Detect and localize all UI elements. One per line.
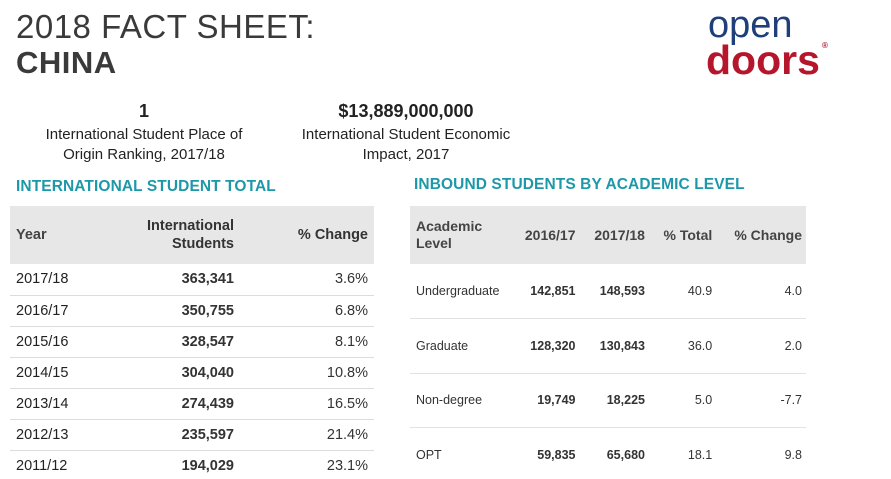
cell-students: 304,040	[120, 357, 240, 388]
table-header-row	[10, 206, 374, 264]
cell-students: 363,341	[120, 264, 240, 295]
cell-pct-total: 18.1	[687, 448, 713, 462]
cell-2016-17: 19,749	[510, 373, 579, 428]
table-row	[410, 428, 806, 479]
table-row	[10, 388, 374, 419]
table-row	[10, 264, 374, 295]
table-row	[10, 450, 374, 479]
col-header-pct-change: % Change	[297, 227, 368, 243]
cell-year: 2011/12	[16, 457, 68, 474]
cell-year: 2013/14	[10, 388, 120, 419]
cell-pct-change: 9.8	[784, 448, 802, 462]
stat-value: $13,889,000,000	[338, 101, 474, 121]
table-row	[410, 264, 806, 319]
economic-impact-stat	[281, 100, 531, 164]
cell-2016-17: 128,320	[510, 319, 579, 374]
student-total-table	[10, 206, 374, 479]
cell-level: Non-degree	[410, 373, 510, 428]
cell-pct-change: -7.7	[716, 373, 806, 428]
fact-sheet-title	[16, 10, 315, 78]
col-header-2017-18: 2017/18	[594, 227, 645, 243]
cell-pct-change: 21.4%	[240, 419, 374, 450]
cell-2016-17: 142,851	[510, 264, 579, 319]
title-line-1: 2018 FACT SHEET:	[16, 8, 316, 45]
table-row	[10, 419, 374, 450]
cell-pct-change: 8.1%	[240, 326, 374, 357]
table-header-row	[410, 206, 806, 264]
col-header-year: Year	[16, 227, 47, 243]
registered-mark: ®	[822, 41, 828, 51]
logo-word-doors-text: doors	[706, 37, 820, 84]
col-header-2016-17: 2016/17	[524, 227, 576, 243]
cell-level: OPT	[416, 448, 442, 462]
cell-pct-change: 10.8%	[240, 357, 374, 388]
cell-pct-change: 3.6%	[240, 264, 374, 295]
cell-pct-change: 4.0	[716, 264, 806, 319]
title-line-2: CHINA	[16, 45, 117, 80]
open-doors-logo	[706, 4, 828, 84]
cell-year: 2017/18	[10, 264, 120, 295]
cell-2017-18: 18,225	[579, 373, 648, 428]
cell-students: 328,547	[120, 326, 240, 357]
cell-2016-17: 59,835	[537, 448, 576, 462]
cell-students: 235,597	[120, 419, 240, 450]
cell-year: 2015/16	[10, 326, 120, 357]
cell-students: 350,755	[120, 295, 240, 326]
cell-2017-18: 148,593	[579, 264, 648, 319]
cell-pct-total: 5.0	[649, 373, 716, 428]
cell-pct-total: 36.0	[649, 319, 716, 374]
table-row	[10, 295, 374, 326]
col-header-academic-level: Academic Level	[416, 217, 483, 251]
cell-2017-18: 130,843	[579, 319, 648, 374]
cell-students: 194,029	[181, 457, 234, 474]
cell-year: 2014/15	[10, 357, 120, 388]
table-row	[410, 373, 806, 428]
stat-label: International Student Place of Origin Ranking, 2017/18	[45, 126, 243, 163]
cell-pct-change: 2.0	[716, 319, 806, 374]
cell-level: Undergraduate	[410, 264, 510, 319]
cell-pct-total: 40.9	[649, 264, 716, 319]
cell-pct-change: 16.5%	[240, 388, 374, 419]
place-of-origin-ranking-stat	[24, 100, 264, 164]
table-row	[10, 326, 374, 357]
cell-year: 2016/17	[10, 295, 120, 326]
cell-year: 2012/13	[10, 419, 120, 450]
cell-pct-change: 6.8%	[240, 295, 374, 326]
cell-pct-change: 23.1%	[326, 457, 368, 474]
cell-students: 274,439	[120, 388, 240, 419]
col-header-pct-change: % Change	[734, 227, 802, 243]
logo-word-doors	[706, 37, 828, 84]
stat-label: International Student Economic Impact, 2017	[301, 126, 511, 163]
table-row	[410, 319, 806, 374]
table-row	[10, 357, 374, 388]
logo-word-open: open	[708, 4, 793, 46]
cell-2017-18: 65,680	[606, 448, 645, 462]
section-heading-student-total: INTERNATIONAL STUDENT TOTAL	[16, 178, 276, 195]
cell-level: Graduate	[410, 319, 510, 374]
col-header-pct-total: % Total	[663, 227, 713, 243]
col-header-international-students: International Students	[146, 217, 234, 252]
academic-level-table	[410, 206, 806, 479]
section-heading-academic-level: INBOUND STUDENTS BY ACADEMIC LEVEL	[414, 176, 745, 193]
stat-value: 1	[138, 101, 149, 121]
